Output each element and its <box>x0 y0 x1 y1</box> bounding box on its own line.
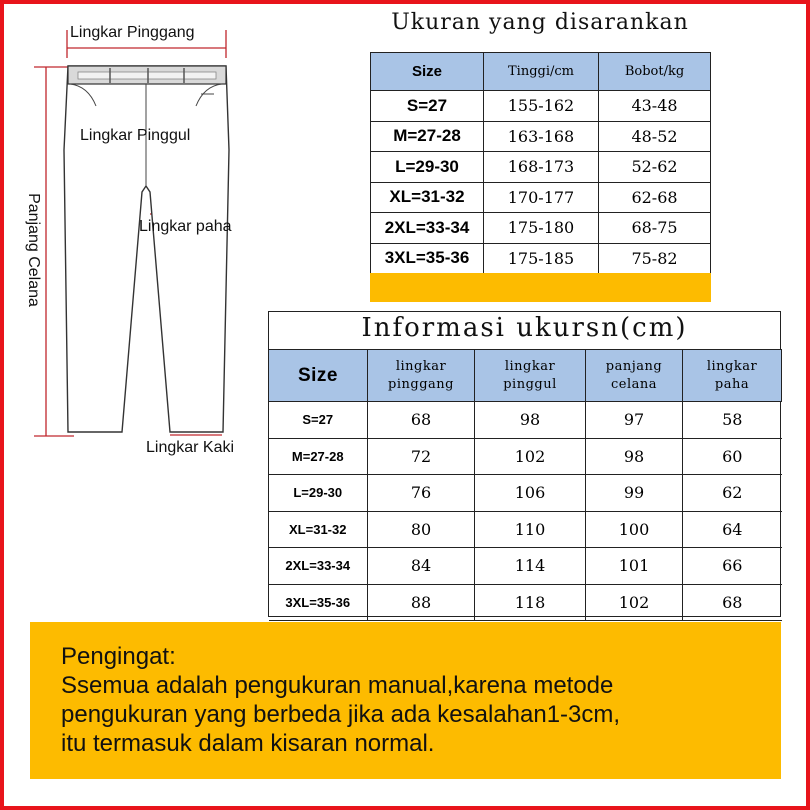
recommended-row <box>371 243 711 274</box>
height-cell: 163-168 <box>484 121 599 152</box>
size-info-row <box>269 584 782 621</box>
size-info-header-row <box>269 350 782 402</box>
size-info-row <box>269 475 782 512</box>
reminder-heading: Pengingat: <box>61 643 176 670</box>
size-cell: M=27-28 <box>269 438 368 475</box>
size-cell: S=27 <box>269 402 368 439</box>
size-cell: M=27-28 <box>371 121 484 152</box>
length-label: Panjang Celana <box>25 193 42 307</box>
thigh-cell: 58 <box>683 402 782 439</box>
hip-cell: 102 <box>475 438 586 475</box>
size-info-row <box>269 548 782 585</box>
size-cell: S=27 <box>371 91 484 122</box>
waist-cell: 68 <box>368 402 475 439</box>
info-header-size: Size <box>269 350 368 402</box>
height-cell: 175-185 <box>484 243 599 274</box>
waist-label: Lingkar Pinggang <box>70 24 195 41</box>
thigh-cell: 64 <box>683 511 782 548</box>
weight-cell: 62-68 <box>599 182 711 213</box>
thigh-label: Lingkar paha <box>139 218 232 235</box>
reminder-line: Ssemua adalah pengukuran manual,karena metode <box>61 672 614 699</box>
recommended-header-row <box>371 53 711 91</box>
height-cell: 170-177 <box>484 182 599 213</box>
weight-cell: 48-52 <box>599 121 711 152</box>
thigh-cell: 60 <box>683 438 782 475</box>
reminder-line: itu termasuk dalam kisaran normal. <box>61 730 435 757</box>
reminder-line: pengukuran yang berbeda jika ada kesalahan1-3cm, <box>61 701 621 728</box>
height-cell: 155-162 <box>484 91 599 122</box>
size-info-table <box>268 349 782 621</box>
header-height: Tinggi/cm <box>484 53 599 91</box>
header-size: Size <box>371 53 484 91</box>
hip-cell: 106 <box>475 475 586 512</box>
size-cell: L=29-30 <box>269 475 368 512</box>
size-info-row <box>269 402 782 439</box>
size-cell: 3XL=35-36 <box>371 243 484 274</box>
info-header-thigh: lingkar paha <box>683 350 782 402</box>
weight-cell: 43-48 <box>599 91 711 122</box>
length-cell: 97 <box>586 402 683 439</box>
hip-cell: 118 <box>475 584 586 621</box>
waist-cell: 84 <box>368 548 475 585</box>
size-info-row <box>269 438 782 475</box>
recommended-row <box>371 152 711 183</box>
size-info-row <box>269 511 782 548</box>
size-cell: L=29-30 <box>371 152 484 183</box>
info-header-length: panjang celana <box>586 350 683 402</box>
waist-cell: 76 <box>368 475 475 512</box>
height-cell: 168-173 <box>484 152 599 183</box>
weight-cell: 52-62 <box>599 152 711 183</box>
hip-cell: 98 <box>475 402 586 439</box>
thigh-cell: 66 <box>683 548 782 585</box>
pants-diagram <box>0 0 260 470</box>
hip-label: Lingkar Pinggul <box>80 127 191 144</box>
info-header-hip: lingkar pinggul <box>475 350 586 402</box>
thigh-cell: 68 <box>683 584 782 621</box>
waist-cell: 72 <box>368 438 475 475</box>
hem-label: Lingkar Kaki <box>146 439 235 456</box>
hip-cell: 110 <box>475 511 586 548</box>
info-header-waist: lingkar pinggang <box>368 350 475 402</box>
length-cell: 101 <box>586 548 683 585</box>
recommended-row <box>371 182 711 213</box>
weight-cell: 68-75 <box>599 213 711 244</box>
weight-cell: 75-82 <box>599 243 711 274</box>
recommended-size-title: Ukuran yang disarankan <box>391 10 689 35</box>
height-cell: 175-180 <box>484 213 599 244</box>
recommended-row <box>371 213 711 244</box>
length-cell: 102 <box>586 584 683 621</box>
reminder-note <box>30 622 781 779</box>
thigh-cell: 62 <box>683 475 782 512</box>
size-cell: XL=31-32 <box>269 511 368 548</box>
waist-cell: 88 <box>368 584 475 621</box>
size-cell: 3XL=35-36 <box>269 584 368 621</box>
hip-cell: 114 <box>475 548 586 585</box>
recommended-row <box>371 91 711 122</box>
recommended-size-table <box>370 52 711 274</box>
size-cell: 2XL=33-34 <box>371 213 484 244</box>
size-cell: XL=31-32 <box>371 182 484 213</box>
header-weight: Bobot/kg <box>599 53 711 91</box>
recommended-row <box>371 121 711 152</box>
length-cell: 98 <box>586 438 683 475</box>
waist-cell: 80 <box>368 511 475 548</box>
length-cell: 100 <box>586 511 683 548</box>
size-info-title: Informasi ukursn(cm) <box>361 313 688 343</box>
recommended-table-footer-bar <box>370 273 711 302</box>
size-cell: 2XL=33-34 <box>269 548 368 585</box>
length-cell: 99 <box>586 475 683 512</box>
